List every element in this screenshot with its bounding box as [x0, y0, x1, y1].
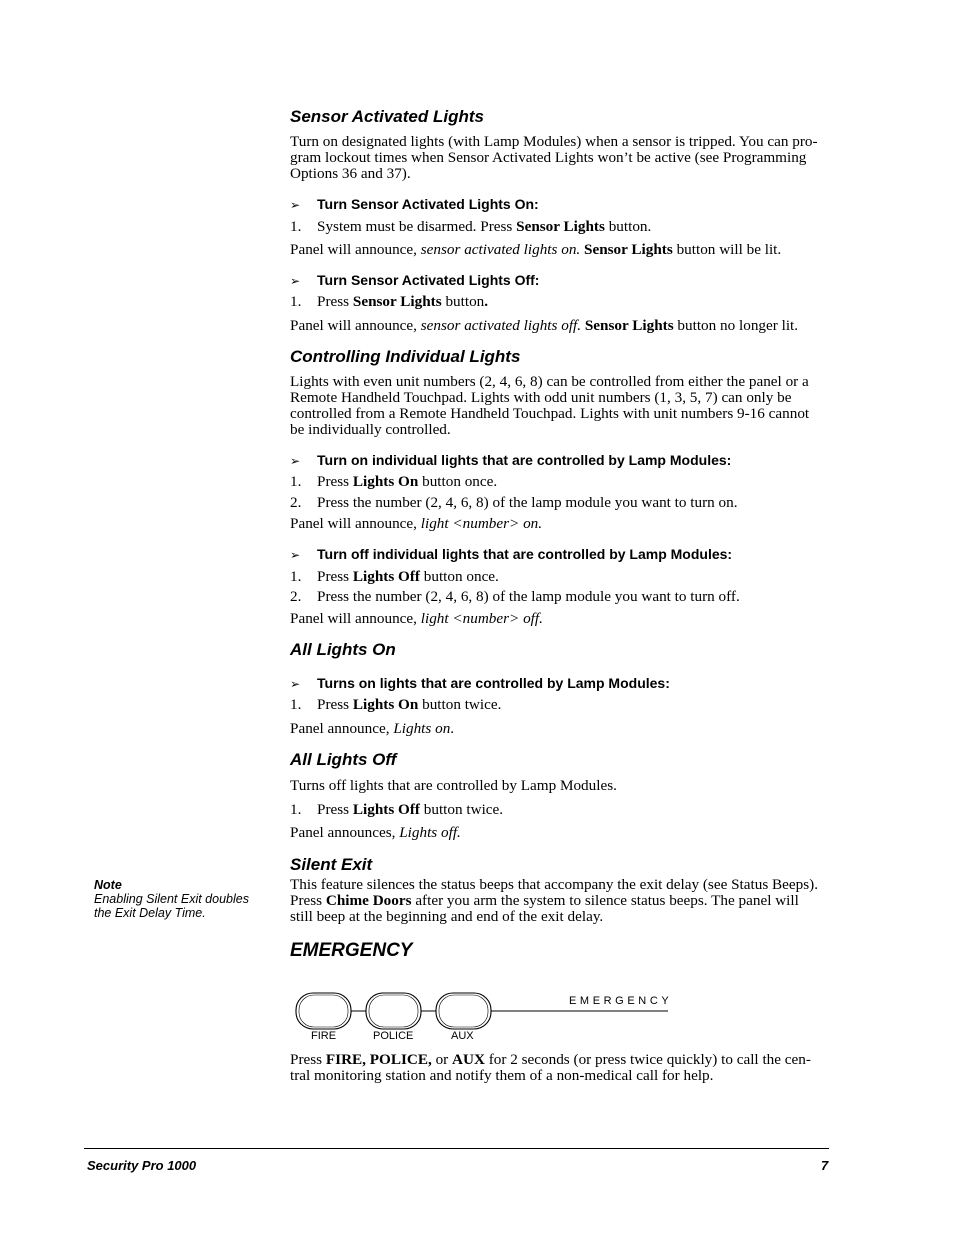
step-label: Turn Sensor Activated Lights On: [317, 196, 539, 212]
emergency-panel-diagram [290, 985, 680, 1045]
item-number: 2. [290, 494, 302, 511]
intro-line: Options 36 and 37). [290, 165, 411, 182]
note-line: the Exit Delay Time. [94, 906, 206, 920]
body-bold: AUX [452, 1051, 485, 1068]
note-title: Note [94, 878, 122, 892]
intro-line: Turn on designated lights (with Lamp Modules) when a sensor is tripped. You can pro- [290, 133, 818, 150]
intro-line: gram lockout times when Sensor Activated Lights won’t be active (see Programming [290, 149, 807, 166]
sensor-lights-intro [290, 134, 830, 182]
emergency-heading: EMERGENCY [290, 940, 413, 961]
all-lights-off-intro: Turns off lights that are controlled by Lamp Modules. [290, 777, 617, 794]
list-item [290, 696, 501, 714]
arrow-icon: ➢ [290, 198, 301, 212]
page-number: 7 [821, 1158, 829, 1173]
result-line [290, 241, 781, 259]
aux-label: AUX [451, 1030, 474, 1042]
fire-button [296, 993, 351, 1029]
item-text: Press [317, 473, 353, 490]
result-line [290, 720, 454, 738]
item-bold: Lights Off [352, 801, 420, 818]
item-bold: Lights On [352, 696, 419, 713]
list-item [290, 568, 499, 586]
result-text: Panel announce, [290, 720, 394, 737]
body-line: tral monitoring station and notify them of a non-medical call for help. [290, 1067, 714, 1084]
item-number: 1. [290, 218, 302, 235]
result-text: button will be lit. [672, 241, 782, 258]
all-lights-off-heading: All Lights Off [290, 750, 397, 769]
result-line [290, 610, 543, 628]
step-label: Turn on individual lights that are controlled by Lamp Modules: [317, 452, 732, 468]
item-bold: Sensor Lights [516, 218, 605, 235]
step-all-on [290, 675, 670, 691]
result-text: Panel will announce, [290, 241, 421, 258]
intro-line: Remote Handheld Touchpad. Lights with odd unit numbers (1, 3, 5, 7) can only be [290, 389, 792, 406]
individual-lights-heading: Controlling Individual Lights [290, 347, 521, 366]
arrow-icon: ➢ [290, 548, 301, 562]
intro-line: controlled from a Remote Handheld Touchpad. Lights with unit numbers 9-16 cannot [290, 405, 810, 422]
result-text: Panel will announce, [290, 317, 421, 334]
result-line [290, 317, 798, 335]
arrow-icon: ➢ [290, 454, 301, 468]
item-text: button twice. [418, 696, 502, 713]
result-bold: Sensor Lights [584, 241, 673, 258]
list-item [290, 218, 651, 236]
result-line [290, 824, 461, 842]
item-text: Press [317, 293, 353, 310]
item-number: 2. [290, 588, 302, 605]
item-bold: . [484, 293, 489, 310]
body-line: This feature silences the status beeps that accompany the exit delay (see Status Beeps). [290, 876, 819, 893]
item-text: button once. [418, 473, 498, 490]
result-italic: Lights on [393, 720, 451, 737]
body-text: Press [290, 892, 326, 909]
aux-button [436, 993, 491, 1029]
result-text: button no longer lit. [673, 317, 799, 334]
step-individual-on [290, 452, 731, 468]
item-text: Press the number (2, 4, 6, 8) of the lamp module you want to turn on. [317, 494, 738, 511]
item-text: button [441, 293, 485, 310]
result-italic: light <number> on. [420, 515, 543, 532]
result-text: Panel will announce, [290, 515, 421, 532]
emergency-panel-label: EMERGENCY [569, 995, 673, 1007]
silent-exit-heading: Silent Exit [290, 855, 373, 874]
list-item [290, 588, 740, 606]
arrow-icon: ➢ [290, 677, 301, 691]
result-italic: sensor activated lights on. [420, 241, 581, 258]
item-bold: Lights On [352, 473, 419, 490]
item-text: System must be disarmed. Press [317, 218, 517, 235]
item-bold: Sensor Lights [352, 293, 442, 310]
item-number: 1. [290, 568, 302, 585]
result-bold: Sensor Lights [584, 317, 674, 334]
body-text: or [431, 1051, 453, 1068]
item-text: button once. [419, 568, 499, 585]
body-bold: FIRE, POLICE, [325, 1051, 432, 1068]
step-sensor-off [290, 272, 539, 288]
step-label: Turn Sensor Activated Lights Off: [317, 272, 540, 288]
result-text: Panel will announce, [290, 610, 421, 627]
result-text: Panel announces, [290, 824, 400, 841]
police-label: POLICE [373, 1030, 414, 1042]
result-italic: sensor activated lights off. [420, 317, 582, 334]
step-label: Turns on lights that are controlled by Lamp Modules: [317, 675, 670, 691]
list-item [290, 494, 738, 512]
item-number: 1. [290, 293, 302, 310]
silent-exit-body [290, 877, 830, 925]
item-number: 1. [290, 473, 302, 490]
body-bold: Chime Doors [325, 892, 412, 909]
item-text: Press [317, 696, 353, 713]
body-text: Press [290, 1051, 326, 1068]
list-item [290, 293, 488, 311]
item-bold: Lights Off [352, 568, 420, 585]
result-text: . [450, 720, 455, 737]
list-item [290, 801, 503, 819]
body-text: after you arm the system to silence status beeps. The panel will [411, 892, 799, 909]
item-text: Press the number (2, 4, 6, 8) of the lamp module you want to turn off. [317, 588, 740, 605]
body-line [290, 893, 830, 909]
item-text: Press [317, 568, 353, 585]
item-text: button twice. [419, 801, 504, 818]
police-button [366, 993, 421, 1029]
all-lights-on-heading: All Lights On [290, 640, 396, 659]
body-line [290, 1052, 830, 1068]
fire-label: FIRE [311, 1030, 337, 1042]
item-text: Press [317, 801, 353, 818]
footer-title: Security Pro 1000 [87, 1158, 197, 1173]
result-line [290, 515, 542, 533]
footer-rule [84, 1148, 829, 1149]
margin-note [94, 878, 249, 920]
result-italic: light <number> off. [420, 610, 543, 627]
sensor-lights-heading: Sensor Activated Lights [290, 107, 484, 126]
item-number: 1. [290, 696, 302, 713]
step-sensor-on [290, 196, 539, 212]
result-italic: Lights off. [399, 824, 461, 841]
item-text: button. [604, 218, 652, 235]
note-line: Enabling Silent Exit doubles [94, 892, 249, 906]
emergency-body [290, 1052, 830, 1084]
step-individual-off [290, 546, 732, 562]
individual-lights-intro [290, 374, 830, 438]
intro-line: Lights with even unit numbers (2, 4, 6, 8) can be controlled from either the panel or a [290, 373, 809, 390]
list-item [290, 473, 497, 491]
body-text: for 2 seconds (or press twice quickly) to call the cen- [484, 1051, 811, 1068]
arrow-icon: ➢ [290, 274, 301, 288]
step-label: Turn off individual lights that are controlled by Lamp Modules: [317, 546, 733, 562]
intro-line: be individually controlled. [290, 421, 451, 438]
item-number: 1. [290, 801, 302, 818]
body-line: still beep at the beginning and end of the exit delay. [290, 908, 604, 925]
